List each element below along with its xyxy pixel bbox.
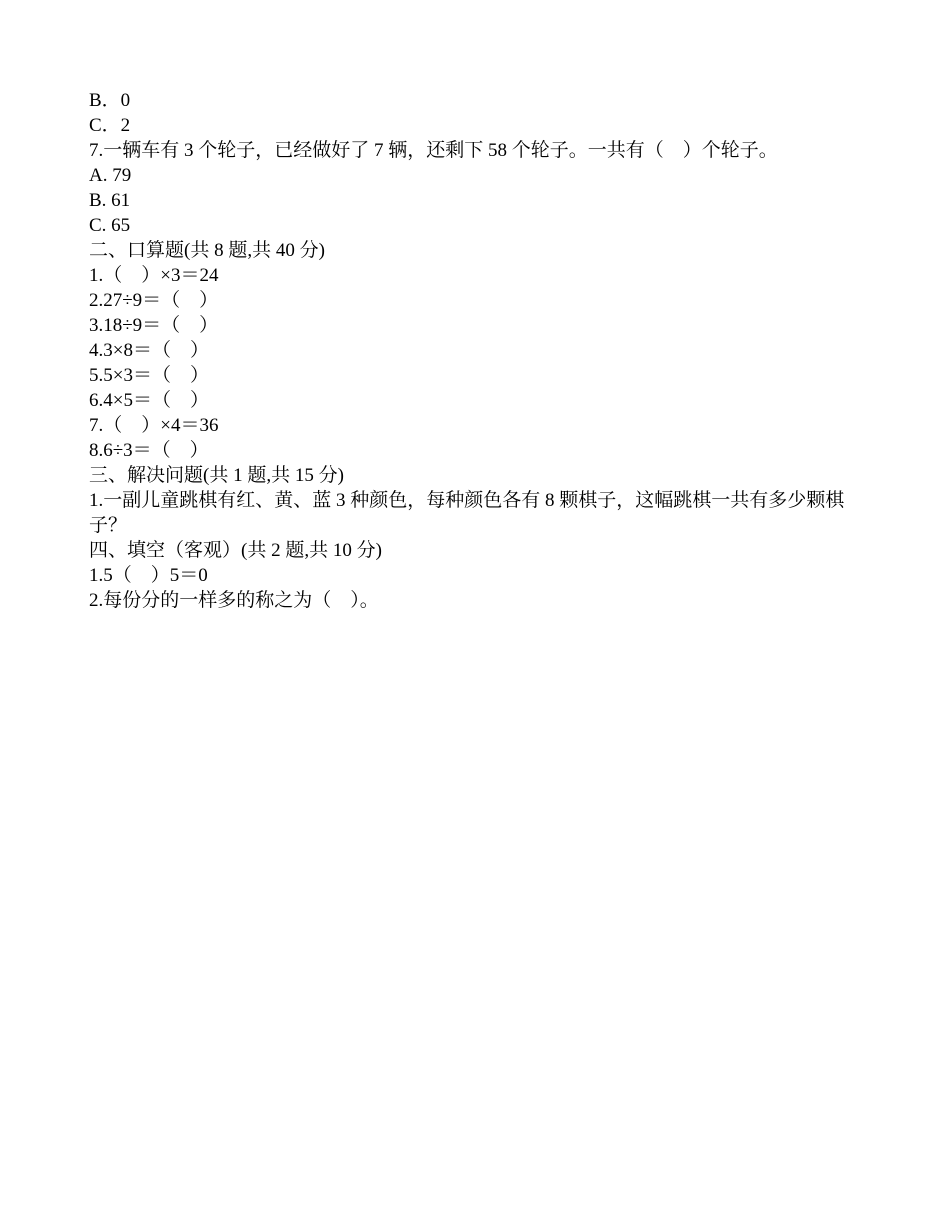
option-c-prev: C．2 [89, 115, 131, 136]
question-7-option-b: B. 61 [89, 190, 131, 211]
document-page [89, 88, 869, 613]
oral-calc-4: 4.3×8＝（ ） [89, 340, 209, 361]
oral-calc-2: 2.27÷9＝（ ） [89, 290, 219, 311]
oral-calc-7: 7.（ ）×4＝36 [89, 415, 219, 436]
question-7-option-c: C. 65 [89, 215, 131, 236]
oral-calc-5: 5.5×3＝（ ） [89, 365, 209, 386]
section-2-heading: 二、口算题(共 8 题,共 40 分) [89, 240, 325, 261]
oral-calc-1: 1.（ ）×3＝24 [89, 265, 219, 286]
question-7-text: 7.一辆车有 3 个轮子，已经做好了 7 辆，还剩下 58 个轮子。一共有（ ）个轮子。 [89, 140, 778, 161]
question-7-option-a: A. 79 [89, 165, 132, 186]
oral-calc-6: 6.4×5＝（ ） [89, 390, 209, 411]
section-4-heading: 四、填空（客观）(共 2 题,共 10 分) [89, 540, 382, 561]
section-3-heading: 三、解决问题(共 1 题,共 15 分) [89, 465, 344, 486]
problem-solving-1: 1.一副儿童跳棋有红、黄、蓝 3 种颜色，每种颜色各有 8 颗棋子，这幅跳棋一共有多少颗棋子？ [89, 490, 845, 536]
oral-calc-8: 8.6÷3＝（ ） [89, 440, 209, 461]
option-b-prev: B．0 [89, 90, 131, 111]
fill-blank-2: 2.每份分的一样多的称之为（ ）。 [89, 590, 379, 611]
oral-calc-3: 3.18÷9＝（ ） [89, 315, 219, 336]
fill-blank-1: 1.5（ ）5＝0 [89, 565, 208, 586]
